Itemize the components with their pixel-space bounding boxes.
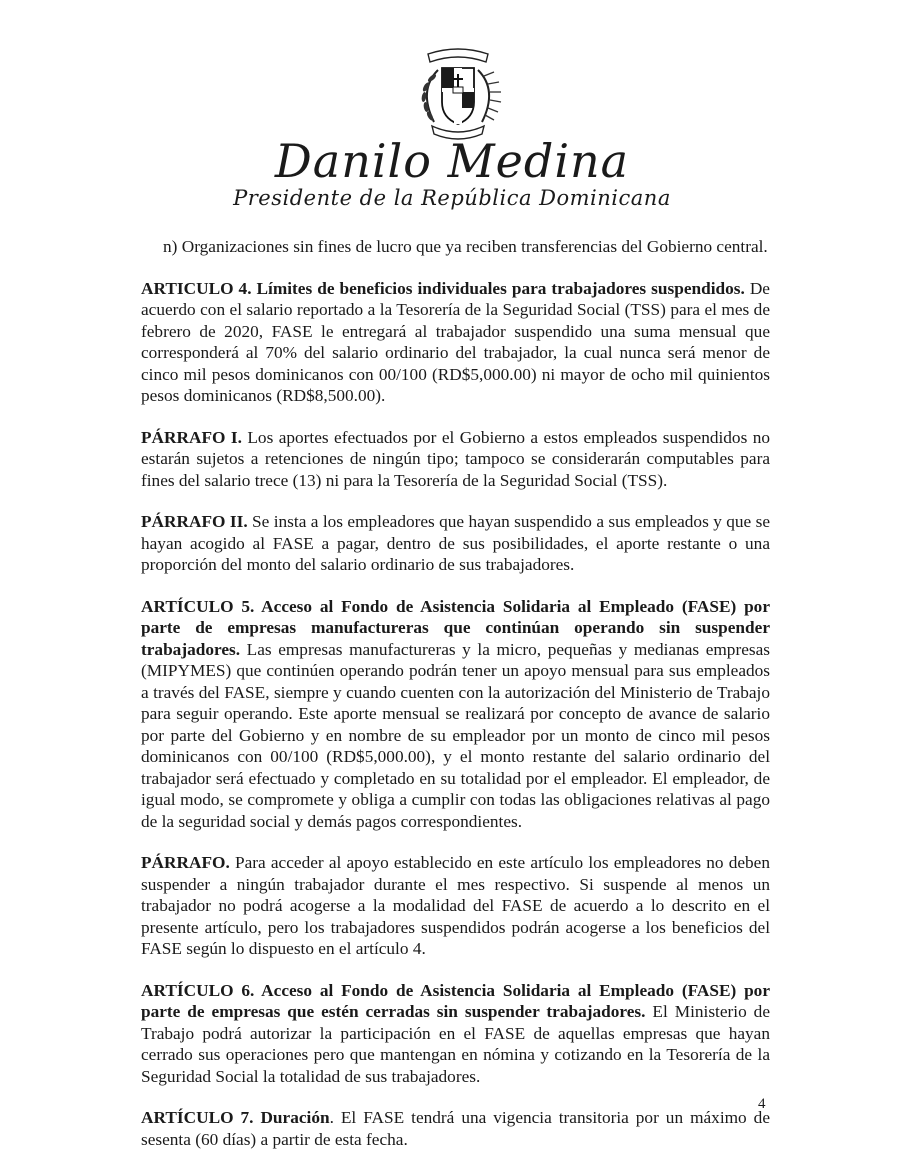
- article-7-heading: ARTÍCULO 7. Duración: [141, 1108, 330, 1127]
- article-7-text: . El FASE tendrá una vigencia transitoria por un máximo de sesenta (60 días) a partir de esta fecha.: [141, 1108, 770, 1149]
- parrafo-1: [141, 427, 770, 492]
- dominican-coat-of-arms-icon: [408, 40, 508, 140]
- article-5-text: Las empresas manufactureras y la micro, pequeñas y medianas empresas (MIPYMES) que continúen operando podrán tener un apoyo mensual para sus empleados a través del FASE, siempre y cuando cuenten con la autorización del Ministerio de Trabajo para seguir operando. Este aporte mensual se realizará por concepto de avance de salario por parte del Gobierno y en nombre de su empleador por un monto de cinco mil pesos dominicanos con 00/100 (RD$5,000.00), y el monto restante del salario ordinario del trabajador será efectuado y completado en su totalidad por el empleador. El empleador, de igual modo, se compromete y obliga a cumplir con todas las obligaciones relativas al pago de la seguridad social y demás pagos correspondientes.: [141, 639, 770, 831]
- letterhead-name: Danilo Medina: [274, 134, 630, 188]
- parrafo-1-text: Los aportes efectuados por el Gobierno a estos empleados suspendidos no estarán sujetos a retenciones de ningún tipo; tampoco se considerarán computables para fines del salario trece (13) ni para la Tesorería de la Seguridad Social (TSS).: [141, 427, 770, 490]
- parrafo-1-heading: PÁRRAFO I.: [141, 427, 242, 447]
- article-6-text: El Ministerio de Trabajo podrá autorizar la participación en el FASE de aquellas empresas que hayan cerrado sus operaciones pero que mantengan en nómina y cotizando en la Tesorería de la Seguridad Social la totalidad de sus trabajadores.: [141, 1002, 770, 1086]
- list-item-n: n) Organizaciones sin fines de lucro que ya reciben transferencias del Gobierno central.: [163, 237, 768, 256]
- article-6: [141, 980, 770, 1088]
- parrafo-2-heading: PÁRRAFO II.: [141, 512, 248, 531]
- article-5-heading: ARTÍCULO 5. Acceso al Fondo de Asistencia Solidaria al Empleado (FASE) por parte de empresas manufactureras que continúan operando sin suspender trabajadores.: [141, 596, 770, 659]
- article-7: [141, 1107, 770, 1150]
- parrafo-3-heading: PÁRRAFO.: [141, 853, 230, 872]
- page-number: 4: [758, 1096, 766, 1112]
- parrafo-3: [141, 852, 770, 960]
- parrafo-2: [141, 511, 770, 576]
- parrafo-3-text: Para acceder al apoyo establecido en este artículo los empleadores no deben suspender a ningún trabajador durante el mes respectivo. Si suspende al menos un trabajador no podrá acogerse a la modalidad del FASE de acuerdo a lo descrito en el presente artículo, pero los trabajadores suspendidos podrán acogerse a los beneficios del FASE según lo dispuesto en el artículo 4.: [141, 853, 770, 958]
- article-4: [141, 278, 770, 407]
- article-4-heading: ARTICULO 4. Límites de beneficios individuales para trabajadores suspendidos.: [141, 278, 745, 298]
- letterhead-title: Presidente de la República Dominicana: [233, 186, 671, 210]
- article-4-text: De acuerdo con el salario reportado a la Tesorería de la Seguridad Social (TSS) para el mes de febrero de 2020, FASE le entregará al trabajador suspendido una suma mensual que corresponderá al 70% del salario ordinario del trabajador, la cual nunca será menor de cinco mil pesos dominicanos con 00/100 (RD$5,000.00) ni mayor de ocho mil quinientos pesos dominicanos (RD$8,500.00).: [141, 278, 770, 405]
- article-5: [141, 596, 770, 833]
- document-body: [141, 236, 770, 1150]
- article-6-heading: ARTÍCULO 6. Acceso al Fondo de Asistencia Solidaria al Empleado (FASE) por parte de empresas que estén cerradas sin suspender trabajadores.: [141, 980, 770, 1021]
- parrafo-2-text: Se insta a los empleadores que hayan suspendido a sus empleados y que se hayan acogido al FASE a pagar, dentro de sus posibilidades, el aporte restante o una proporción del monto del salario ordinario de sus trabajadores.: [141, 512, 770, 574]
